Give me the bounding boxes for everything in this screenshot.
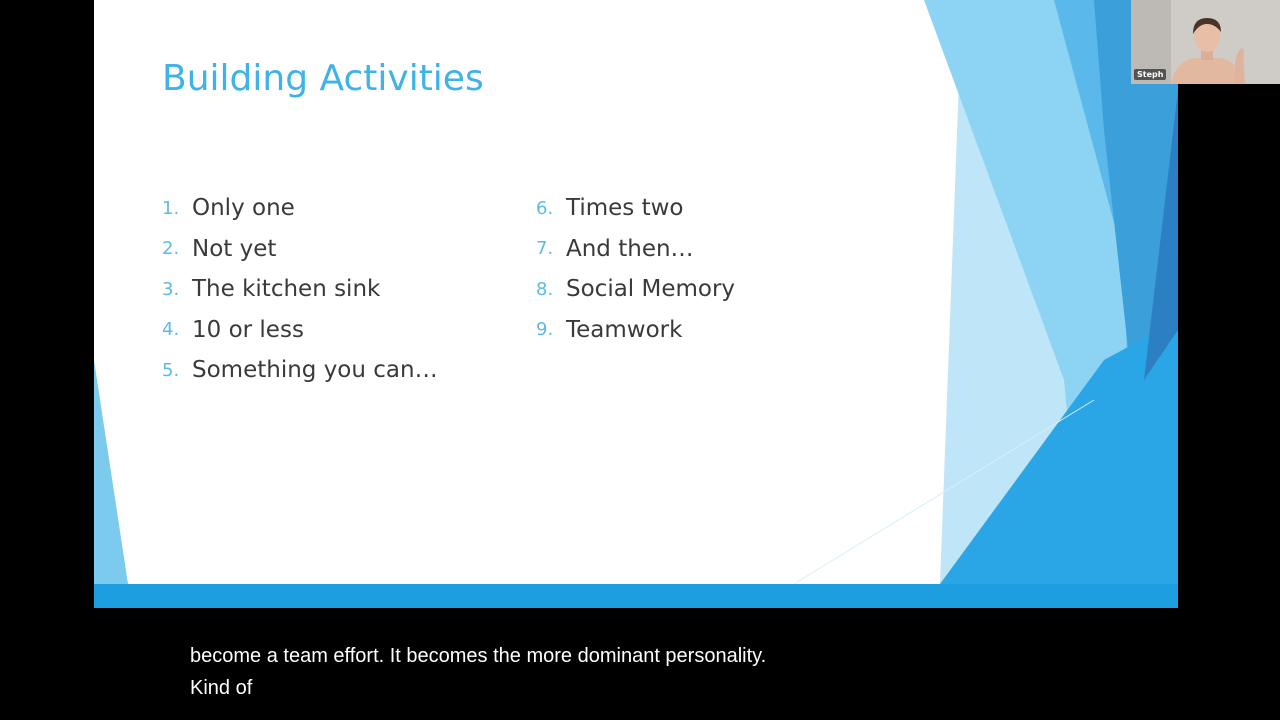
list-item xyxy=(536,188,735,229)
list-number: 1. xyxy=(162,197,180,219)
activities-list-left xyxy=(162,188,438,391)
list-number: 6. xyxy=(536,197,554,219)
list-label: Something you can… xyxy=(192,357,438,384)
deco-left-sliver xyxy=(94,360,128,584)
list-number: 5. xyxy=(162,359,180,381)
list-number: 2. xyxy=(162,238,180,260)
list-item xyxy=(162,229,438,270)
list-item xyxy=(536,269,735,310)
caption-line-2: Kind of xyxy=(190,677,253,699)
list-number: 7. xyxy=(536,238,554,260)
list-item xyxy=(536,310,735,351)
list-label: And then… xyxy=(566,235,694,262)
list-number: 8. xyxy=(536,278,554,300)
list-label: Only one xyxy=(192,195,295,222)
participant-name-label: Steph xyxy=(1134,69,1166,80)
list-label: Times two xyxy=(566,195,684,222)
list-item xyxy=(162,269,438,310)
list-label: Teamwork xyxy=(566,316,683,343)
list-number: 9. xyxy=(536,319,554,341)
slide-title: Building Activities xyxy=(162,58,484,99)
list-item xyxy=(162,310,438,351)
list-item xyxy=(162,350,438,391)
list-item xyxy=(536,229,735,270)
presentation-slide xyxy=(94,0,1178,608)
participant-video-thumbnail[interactable] xyxy=(1131,0,1280,84)
caption-line-1: become a team effort. It becomes the more dominant personality. xyxy=(190,645,767,667)
live-captions xyxy=(190,640,1090,704)
list-item xyxy=(162,188,438,229)
list-label: 10 or less xyxy=(192,316,304,343)
list-label: Not yet xyxy=(192,235,277,262)
list-number: 4. xyxy=(162,319,180,341)
list-number: 3. xyxy=(162,278,180,300)
list-label: The kitchen sink xyxy=(192,276,381,303)
slide-bottom-bar xyxy=(94,584,1178,608)
list-label: Social Memory xyxy=(566,276,736,303)
activities-list-right xyxy=(536,188,735,350)
